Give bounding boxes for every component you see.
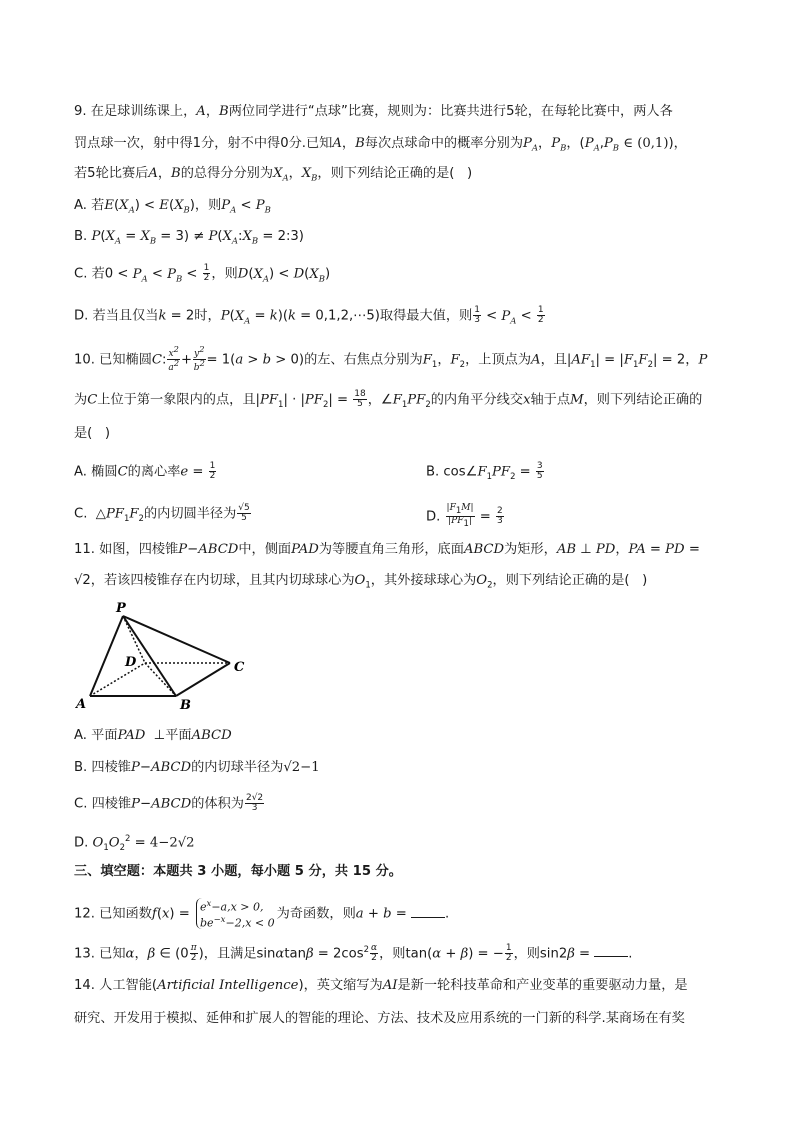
edge-ad (90, 663, 145, 696)
q10-line3: 是( ) (74, 426, 111, 441)
section-3-heading: 三、填空题：本题共 3 小题，每小题 5 分，共 15 分。 (74, 864, 402, 879)
label-b: B (180, 698, 191, 713)
label-c: C (234, 660, 245, 675)
q14-line1: 14. 人工智能(Artificial Intelligence)，英文缩写为AI是新一轮科技革命和产业变革的重要驱动力量，是 (74, 978, 688, 993)
q11-option-b: B. 四棱锥P−ABCD的内切球半径为√2−1 (74, 760, 320, 775)
q11-line1: 11. 如图，四棱锥P−ABCD中，侧面PAD为等腰直角三角形，底面ABCD为矩形，AB ⊥ PD，PA = PD = (74, 542, 700, 557)
q13-answer-blank[interactable] (594, 944, 628, 957)
q10-line2: 为C上位于第一象限内的点，且$|PF_1| \cdot |PF_2|$ = $\frac{18}{5}$ ，$\angle F_1PF_2$的内角平分线交x轴于点M，则下列结论正确的 (74, 389, 703, 411)
q10-options-cd: C. $\triangle PF_1F_2$的内切圆半径为 $\frac{√5}{5}$ D. $\frac{|F_1M|}{|PF_1|}$ = $\frac{2}{3}$ (74, 503, 503, 529)
q9-line1: 9. 在足球训练课上，A，B两位同学进行“点球”比赛，规则为：比赛共进行5轮，在每轮比赛中，两人各 (74, 104, 673, 119)
q10-line1: 10. 已知椭圆C: $\frac{x^2}{a^2}$ + $\frac{y^2}{b^2}$ = 1(a > b > 0)的左、右焦点分别为$F_1$，$F_2$，上顶点为A，且$|AF_1| = |F_1F_2| = 2$，P (74, 345, 708, 373)
q13-line: 13. 已知α，β ∈ (0 $\frac{\pi}{2}$ )，且满足$\sin\alpha\tan\beta = 2\cos^2$ $\frac{\alpha}{2}$ ，则tan(α + β) = − $\frac{1}{2}$ ，则sin2β = . (74, 942, 633, 963)
q9-line2: 罚点球一次，射中得1分，射不中得0分.已知A，B每次点球命中的概率分别为$P_A$，$P_B$，($P_A,P_B$ ∈ (0,1))， (74, 136, 687, 154)
q10-options-ab: A. 椭圆C的离心率e = $\frac{1}{2}$ B. $\cos\angle F_1PF_2$ = $\frac{3}{5}$ (74, 461, 543, 483)
q9-line3: 若5轮比赛后A，B的总得分分别为$X_A$，$X_B$，则下列结论正确的是( ) (74, 166, 473, 184)
q9-option-c: C. 若$0 < P_A < P_B$ < $\frac{1}{2}$ ，则$D(X_A) < D(X_B)$ (74, 263, 331, 285)
label-a: A (76, 697, 87, 712)
q11-option-a: A. 平面PAD ⊥平面ABCD (74, 728, 232, 743)
edge-pa (90, 616, 123, 696)
q11-option-c: C. 四棱锥P−ABCD的体积为 $\frac{2√2}{3}$ (74, 793, 264, 813)
q12-answer-blank[interactable] (411, 905, 445, 918)
q9-option-d: D. 若当且仅当k = 2时，$P(X_A = k)(k$ = 0,1,2,⋯5)取得最大值，则 $\frac{1}{3}$ < $P_A$ < $\frac{1}{2}$ (74, 305, 544, 327)
q9-option-a: A. 若$E(X_A) < E(X_B)$，则$P_A < P_B$ (74, 198, 271, 216)
pyramid-figure (70, 598, 260, 716)
q11-line2: √2，若该四棱锥存在内切球，且其内切球球心为$O_1$，其外接球球心为$O_2$，则下列结论正确的是( ) (74, 573, 648, 591)
q9-option-b: B. $P(X_A = X_B = 3)$ ≠ $P(X_A:X_B$ = 2:3) (74, 229, 304, 247)
label-p: P (116, 601, 126, 616)
label-d: D (125, 655, 137, 670)
q11-option-d: D. $O_1O_2^2 = 4-2√2$ (74, 834, 195, 854)
edge-db (145, 663, 176, 696)
q14-line2: 研究、开发用于模拟、延伸和扩展人的智能的理论、方法、技术及应用系统的一门新的科学.某商场在有奖 (74, 1011, 685, 1026)
q12-line: 12. 已知函数f(x) = $e^x-a,x > 0$, $be^{-x}-2,x < 0$ 为奇函数，则a + b = . (74, 899, 450, 930)
edge-bc (176, 663, 230, 696)
